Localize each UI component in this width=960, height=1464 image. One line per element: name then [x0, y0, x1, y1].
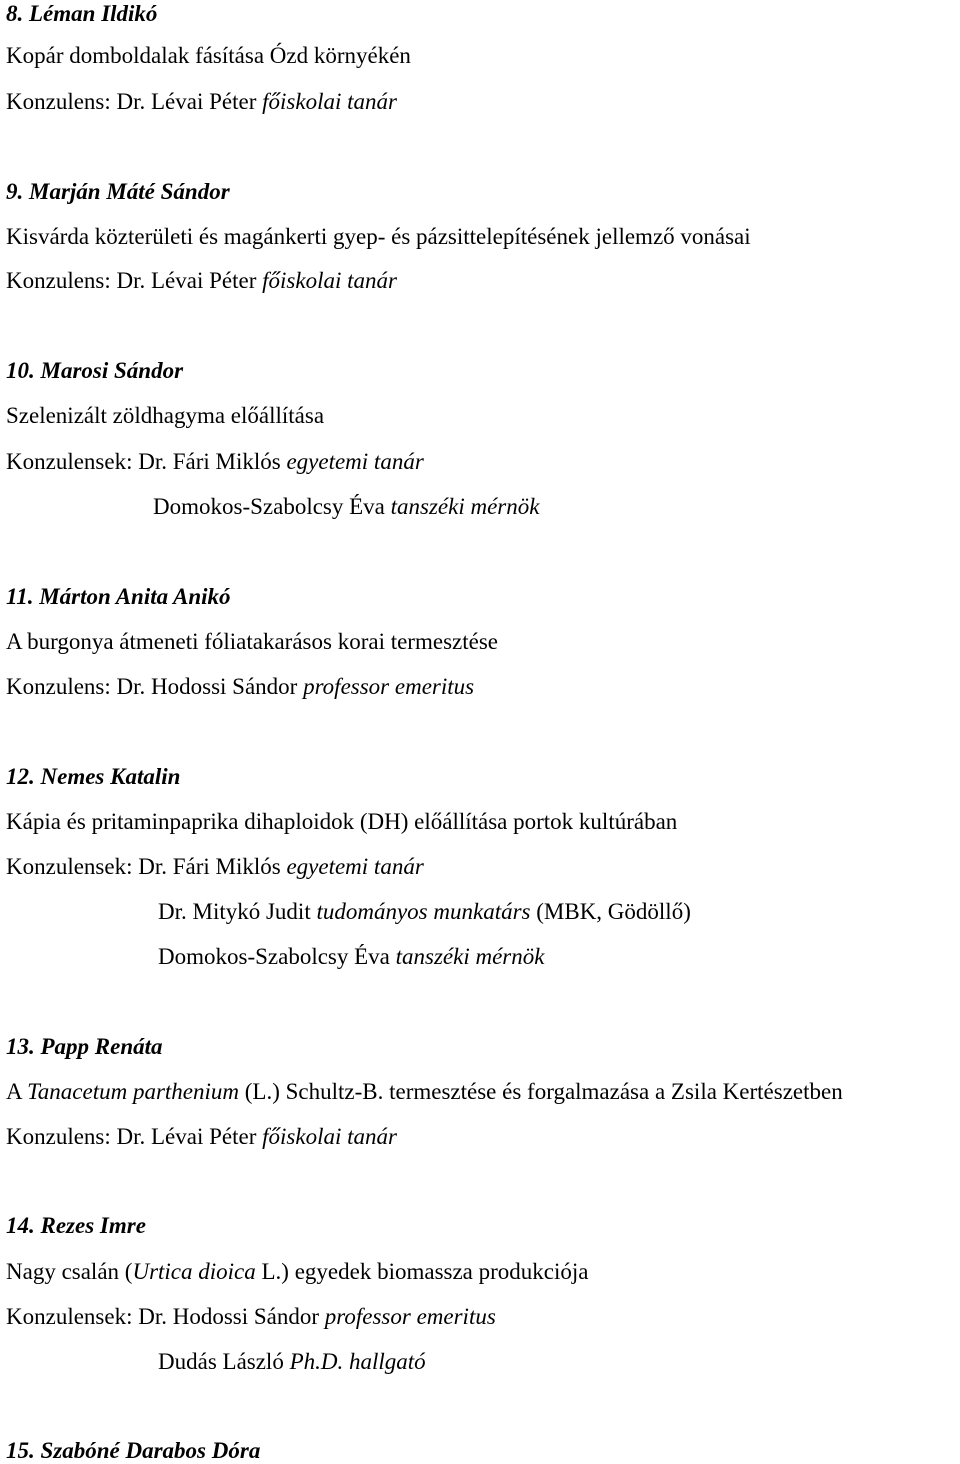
title-text: A — [6, 1079, 28, 1104]
consultant-role: tanszéki mérnök — [395, 944, 545, 969]
consultant-name: Dr. Mitykó Judit — [158, 899, 317, 924]
entry-title: Kisvárda közterületi és magánkerti gyep- és pázsittelepítésének jellemző vonásai — [6, 224, 751, 249]
consultant-role: professor emeritus — [303, 674, 475, 699]
entry-title: Szelenizált zöldhagyma előállítása — [6, 403, 325, 428]
entry-consultant — [6, 1124, 397, 1150]
entry-consultant — [6, 854, 424, 880]
consultant-name: Domokos-Szabolcsy Éva — [153, 494, 391, 519]
consultant-name: Konzulens: Dr. Lévai Péter — [6, 89, 263, 114]
consultant-role: főiskolai tanár — [262, 89, 397, 114]
consultant-name: Konzulensek: Dr. Fári Miklós — [6, 854, 287, 879]
title-species-name: Urtica dioica — [132, 1259, 256, 1284]
entry-title: A burgonya átmeneti fóliatakarásos korai termesztése — [6, 629, 498, 654]
entry-consultant — [6, 268, 397, 294]
consultant-name: Konzulensek: Dr. Fári Miklós — [6, 449, 287, 474]
consultant-role: tudományos munkatárs — [316, 899, 531, 924]
title-text: (L.) Schultz-B. termesztése és forgalmazása a Zsila Kertészetben — [239, 1079, 843, 1104]
entry-co-consultant — [158, 899, 691, 925]
consultant-role: tanszéki mérnök — [390, 494, 540, 519]
entry-title: Kápia és pritaminpaprika dihaploidok (DH) előállítása portok kultúrában — [6, 809, 678, 834]
consultant-role: főiskolai tanár — [262, 1124, 397, 1149]
entry-consultant — [6, 1304, 496, 1330]
entry-co-consultant — [158, 944, 544, 970]
consultant-role: professor emeritus — [324, 1304, 496, 1329]
consultant-name: Konzulens: Dr. Lévai Péter — [6, 268, 263, 293]
entry-title: Kopár domboldalak fásítása Ózd környékén — [6, 43, 411, 68]
consultant-role: egyetemi tanár — [286, 449, 424, 474]
entry-consultant — [6, 449, 424, 475]
entry-heading: 12. Nemes Katalin — [6, 764, 181, 789]
consultant-name: Konzulens: Dr. Lévai Péter — [6, 1124, 263, 1149]
consultant-name: Konzulens: Dr. Hodossi Sándor — [6, 674, 304, 699]
consultant-name: Domokos-Szabolcsy Éva — [158, 944, 396, 969]
entry-heading: 9. Marján Máté Sándor — [6, 179, 230, 204]
entry-consultant — [6, 89, 397, 115]
entry-heading: 10. Marosi Sándor — [6, 358, 184, 383]
entry-heading: 13. Papp Renáta — [6, 1034, 163, 1059]
consultant-role: főiskolai tanár — [262, 268, 397, 293]
consultant-name: Dudás László — [158, 1349, 290, 1374]
title-text: L.) egyedek biomassza produkciója — [255, 1259, 589, 1284]
title-text: Nagy csalán ( — [6, 1259, 133, 1284]
entry-heading: 8. Léman Ildikó — [6, 1, 158, 26]
consultant-name: Konzulensek: Dr. Hodossi Sándor — [6, 1304, 325, 1329]
consultant-role: Ph.D. hallgató — [289, 1349, 426, 1374]
entry-consultant — [6, 674, 474, 700]
consultant-affiliation: (MBK, Gödöllő) — [530, 899, 691, 924]
entry-co-consultant — [153, 494, 539, 520]
entry-heading: 15. Szabóné Darabos Dóra — [6, 1438, 261, 1463]
entry-title — [6, 1259, 589, 1285]
entry-co-consultant — [158, 1349, 426, 1375]
entry-heading: 14. Rezes Imre — [6, 1213, 146, 1238]
entry-heading: 11. Márton Anita Anikó — [6, 584, 231, 609]
title-species-name: Tanacetum parthenium — [27, 1079, 239, 1104]
consultant-role: egyetemi tanár — [286, 854, 424, 879]
entry-title — [6, 1079, 843, 1105]
